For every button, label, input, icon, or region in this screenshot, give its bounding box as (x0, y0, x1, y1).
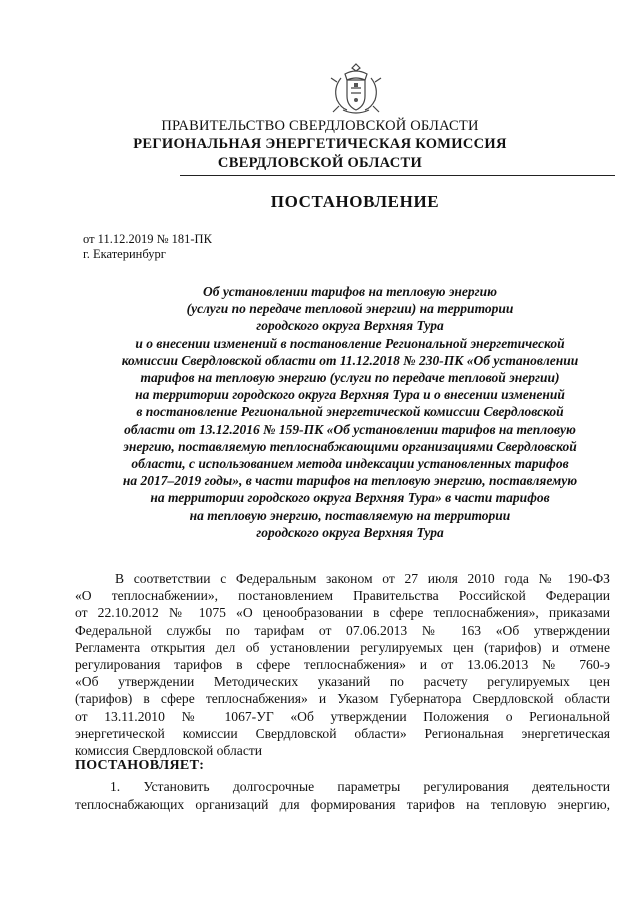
resolves-heading: ПОСТАНОВЛЯЕТ: (75, 758, 205, 773)
preamble-line: (тарифов) в сфере теплоснабжения» и Указом Губернатора Свердловской области (75, 691, 610, 707)
date-and-number: от 11.12.2019 № 181-ПК (83, 232, 212, 246)
subject-line: области, с использованием метода индексации установленных тарифов (131, 456, 569, 472)
preamble-line: регулирования тарифов в сфере теплоснабжения» и от 13.06.2013 № 760-э (75, 657, 610, 673)
preamble-line: Регламента открытия дел об установлении регулируемых цен (тарифов) и отмене (75, 639, 610, 655)
preamble-line: энергетической комиссии Свердловской области» Региональная энергетическая (75, 725, 610, 741)
document-type-title: ПОСТАНОВЛЕНИЕ (270, 192, 440, 211)
subject-line: на территории городского округа Верхняя Тура и о внесении изменений (135, 387, 565, 403)
subject-line: и о внесении изменений в постановление Региональной энергетической (135, 335, 565, 351)
point-1-line: 1. Установить долгосрочные параметры регулирования деятельности (110, 779, 610, 794)
point-1-line: теплоснабжающих организаций для формирования тарифов на тепловую энергию, (75, 797, 610, 812)
subject-line: на 2017–2019 годы», в части тарифов на тепловую энергию, поставляемую (122, 473, 578, 489)
subject-line: на территории городского округа Верхняя Тура» в части тарифов (150, 490, 550, 506)
preamble-line: «Об утверждении Методических указаний по расчету регулируемых цен (75, 674, 610, 690)
point-1-paragraph (75, 778, 610, 814)
preamble-line: В соответствии с Федеральным законом от 27 июля 2010 года № 190-ФЗ (115, 571, 610, 586)
subject-line: энергию, поставляемую теплоснабжающими организациями Свердловской (123, 438, 577, 454)
preamble-line: Федеральной службы по тарифам от 07.06.2013 № 163 «Об утверждении (75, 622, 610, 638)
subject-line: области от 13.12.2016 № 159-ПК «Об установлении тарифов на тепловую (124, 421, 576, 437)
subject-block (80, 283, 620, 541)
org-line-3: СВЕРДЛОВСКОЙ ОБЛАСТИ (217, 155, 423, 171)
subject-line: тарифов на тепловую энергию (услуги по передаче тепловой энергии) (140, 370, 560, 386)
org-line-1: ПРАВИТЕЛЬСТВО СВЕРДЛОВСКОЙ ОБЛАСТИ (161, 118, 479, 134)
subject-line: комиссии Свердловской области от 11.12.2018 № 230-ПК «Об установлении (121, 352, 579, 368)
preamble-line: от 22.10.2012 № 1075 «О ценообразовании в сфере теплоснабжения», приказами (75, 605, 610, 621)
city: г. Екатеринбург (83, 247, 166, 261)
preamble-line: «О теплоснабжении», постановлением Правительства Российской Федерации (75, 588, 610, 604)
preamble-line: от 13.11.2010 № 1067-УГ «Об утверждении Положения о Региональной (75, 708, 610, 724)
preamble-paragraph (75, 570, 610, 759)
subject-line: городского округа Верхняя Тура (256, 318, 444, 334)
preamble-line: комиссия Свердловской области (75, 743, 263, 759)
subject-line: (услуги по передаче тепловой энергии) на территории (186, 301, 514, 317)
subject-line: Об установлении тарифов на тепловую энергию (202, 284, 498, 299)
subject-line: на тепловую энергию, поставляемую на территории (189, 507, 511, 523)
org-line-2: РЕГИОНАЛЬНАЯ ЭНЕРГЕТИЧЕСКАЯ КОМИССИЯ (133, 136, 507, 152)
coat-of-arms-icon (327, 60, 385, 116)
subject-line: в постановление Региональной энергетической комиссии Свердловской (136, 404, 564, 420)
header-divider (180, 175, 615, 176)
subject-line: городского округа Верхняя Тура (256, 524, 444, 540)
